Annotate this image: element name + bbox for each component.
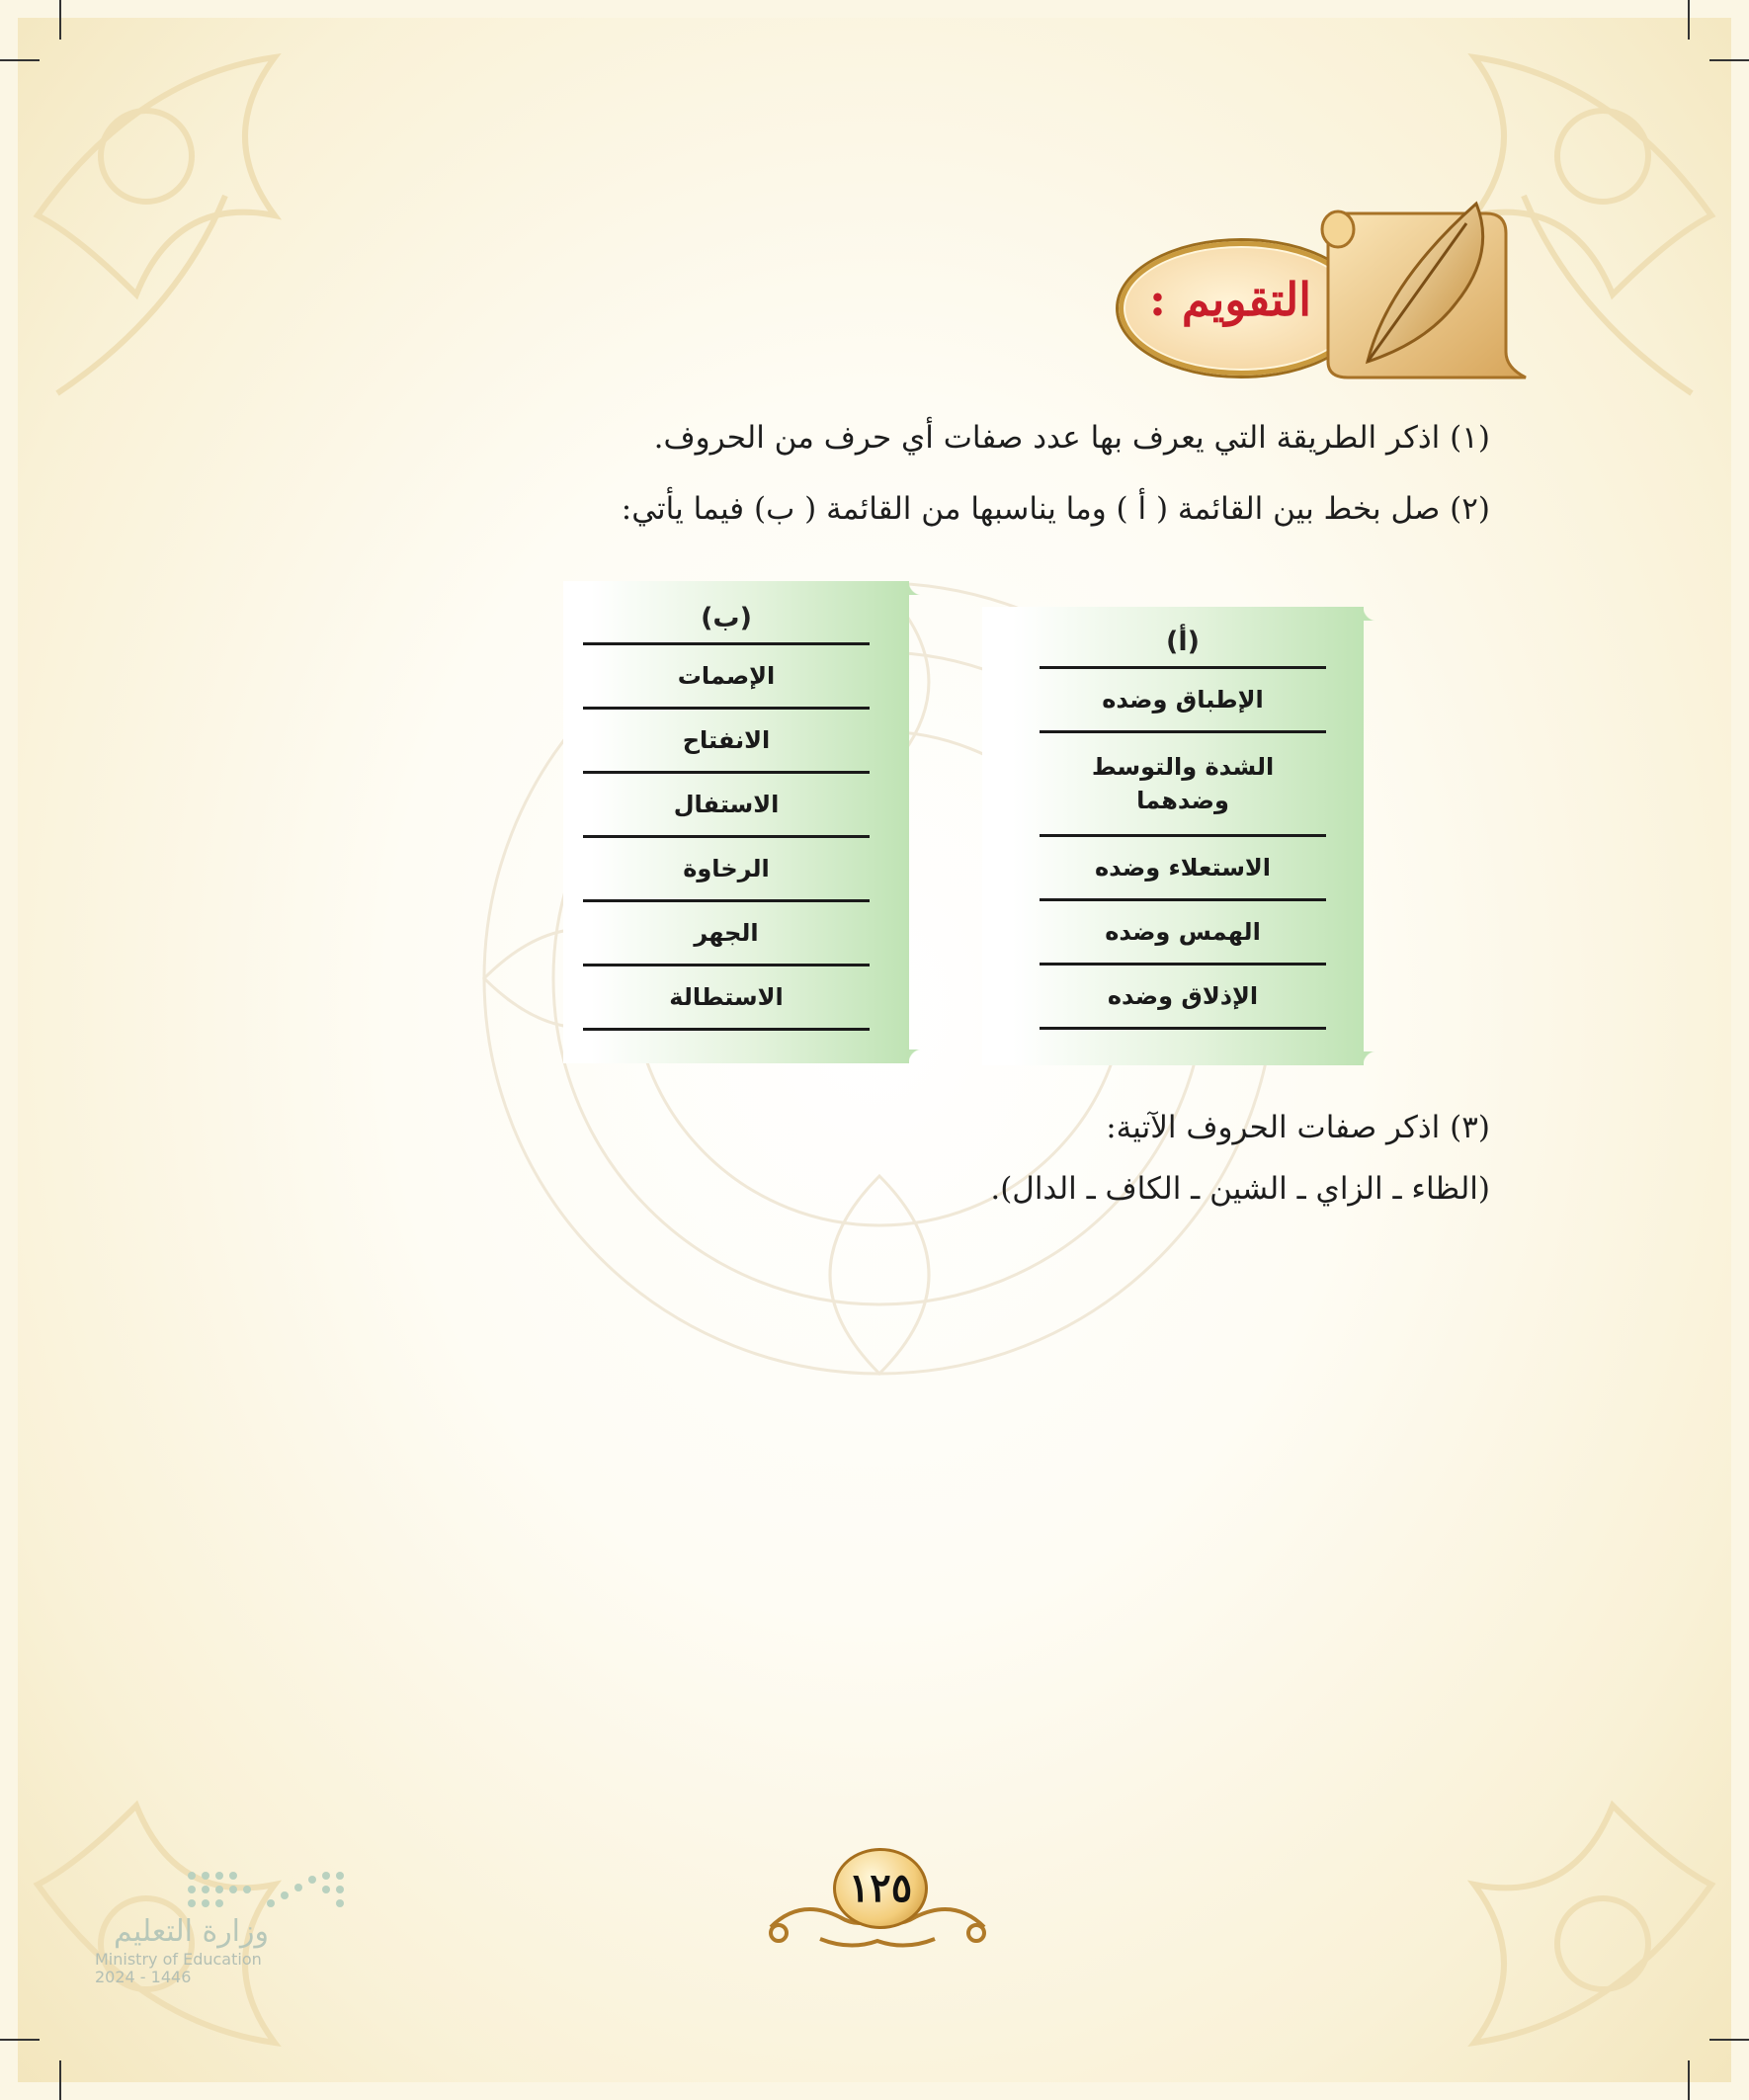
list-a-item-label: الإطباق وضده	[1102, 686, 1264, 714]
ministry-name-ar: وزارة التعليم	[113, 1914, 269, 1949]
list-b-item[interactable]: الجهر	[583, 902, 870, 966]
list-b-item[interactable]: الاستفال	[583, 774, 870, 838]
ministry-logo	[95, 1866, 352, 1986]
page-number-ornament	[761, 1848, 994, 1957]
section-title: التقويم :	[1148, 273, 1312, 326]
corner-arabesque-icon	[1316, 1667, 1731, 2082]
list-a-item-label: الشدة والتوسط	[1091, 753, 1275, 781]
list-a-item-label: الاستعلاء وضده	[1094, 854, 1272, 882]
ministry-name-en: Ministry of Education	[95, 1950, 262, 1969]
ministry-year: 2024 - 1446	[95, 1968, 192, 1986]
list-a-item-label-line2: وضدهما	[1136, 787, 1229, 814]
list-a-item[interactable]	[1040, 901, 1326, 966]
question-2: (٢) صل بخط بين القائمة ( أ ) وما يناسبها من القائمة ( ب) فيما يأتي:	[621, 491, 1490, 527]
list-b-item[interactable]: الانفتاح	[583, 710, 870, 774]
list-b-item[interactable]: الإصمات	[583, 645, 870, 710]
question-3-letters: (الظاء ـ الزاي ـ الشين ـ الكاف ـ الدال).	[990, 1171, 1490, 1207]
question-1: (١) اذكر الطريقة التي يعرف بها عدد صفات أي حرف من الحروف.	[653, 420, 1490, 456]
list-b-item[interactable]: الرخاوة	[583, 838, 870, 902]
list-a-item-label: الإذلاق وضده	[1107, 982, 1259, 1010]
list-b-item[interactable]: الاستطالة	[583, 966, 870, 1031]
scroll-quill-icon	[1308, 194, 1538, 387]
list-a-item[interactable]	[1040, 837, 1326, 901]
list-a-item[interactable]	[1040, 966, 1326, 1030]
list-a-item[interactable]	[1040, 669, 1326, 733]
list-b-card	[563, 581, 909, 1063]
list-a-item-label: الهمس وضده	[1105, 918, 1261, 946]
list-b-heading: (ب)	[583, 595, 870, 645]
list-a-card	[982, 607, 1364, 1065]
page-number: ١٢٥	[833, 1848, 928, 1929]
list-a-item[interactable]	[1040, 733, 1326, 837]
question-3: (٣) اذكر صفات الحروف الآتية:	[1106, 1110, 1490, 1145]
corner-arabesque-icon	[18, 18, 433, 433]
list-a-heading: (أ)	[1040, 619, 1326, 669]
ministry-dots-logo-icon	[182, 1866, 348, 1913]
